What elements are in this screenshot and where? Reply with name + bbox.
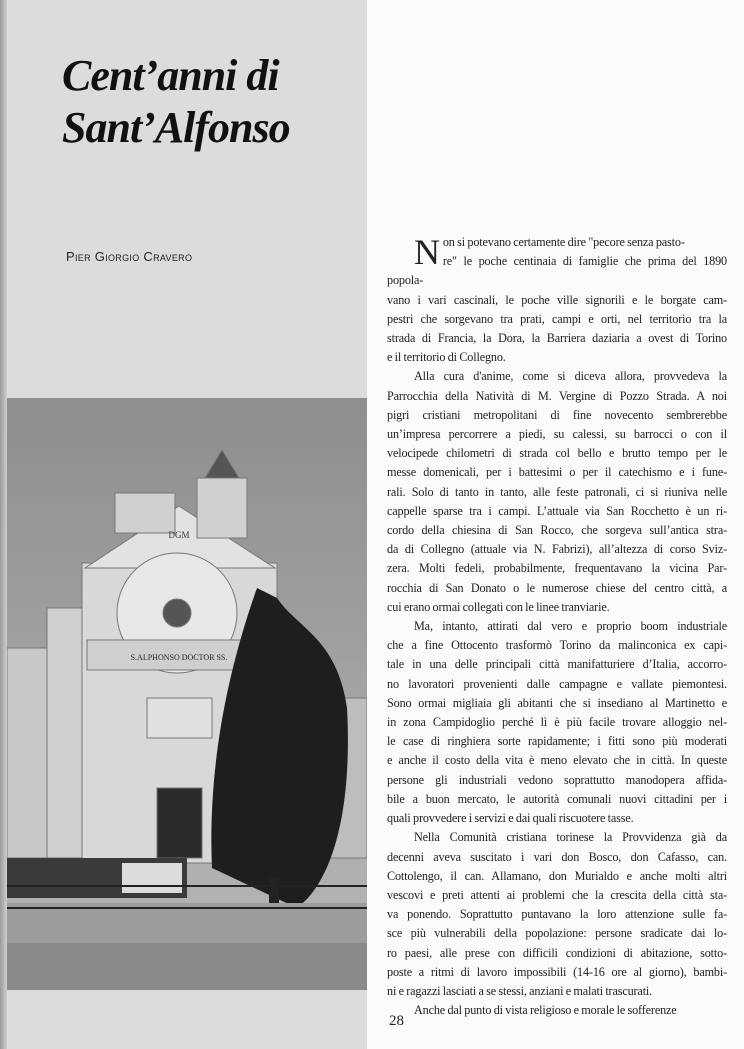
paragraph (387, 367, 727, 617)
paragraph (387, 1001, 727, 1020)
text-line: va ponendo. Soprattutto puntavano la loro attenzione sulle fa- (387, 907, 727, 922)
text-line: cappelle sparse tra i campi. L’attuale via San Rocchetto è un ri- (387, 503, 727, 518)
text-line: tale in una delle principali città manifatturiere d’Italia, accorro- (387, 657, 727, 672)
paragraph (387, 828, 727, 1001)
parked-cars (7, 858, 187, 898)
pediment-sign: DGM (168, 530, 190, 540)
text-line: Nella Comunità cristiana torinese la Provvidenza già da (414, 830, 727, 845)
title-line-1: Cent’anni di (62, 51, 279, 100)
text-line: decenni aveva suscitato i vari don Bosco, don Cafasso, can. (387, 849, 727, 864)
text-line: Alla cura d'anime, come si diceva allora, provvedeva la (414, 369, 727, 384)
text-line: cui erano ormai collegati con le linee tranviarie. (387, 599, 610, 614)
article-title (62, 50, 290, 154)
text-line: le case di ringhiera sorte rapidamente; i fitti sono più moderati (387, 734, 727, 749)
text-line: persone gli industriali vedono soprattutto manodopera affida- (387, 772, 727, 787)
text-line: poste a ritmi di lavoro impossibili (14-16 ore al giorno), bambi- (387, 964, 727, 979)
paragraph (387, 617, 727, 828)
title-line-2: Sant’Alfonso (62, 103, 290, 152)
church-photo (7, 398, 367, 990)
text-line: Anche dal punto di vista religioso e morale le sofferenze (414, 1003, 677, 1018)
page-binding-edge (0, 0, 7, 1049)
text-line: ro paesi, alle prese con difficili condizioni di abitazione, sotto- (387, 945, 727, 960)
text-line: strada di Francia, la Dora, la Barriera daziaria a ovest di Torino (387, 331, 727, 346)
text-line-content: on si potevano certamente dire "pecore senza pasto- (442, 235, 685, 249)
text-line: messe domenicali, per i battesimi o per il catechismo e i fune- (387, 465, 727, 480)
text-line: sce più vulnerabili della popolazione: persone sradicate dai lo- (387, 926, 727, 941)
paragraph (387, 233, 727, 367)
text-line: e anche il costo della vita è meno elevato che in città. In queste (387, 753, 727, 768)
text-line: in zona Campidoglio perché lì è più facile trovare alloggio nel- (387, 715, 727, 730)
frieze-sign: S.ALPHONSO DOCTOR SS. (130, 653, 228, 662)
text-line: quali provvedere i servizi e dai quali riscuotere tasse. (387, 811, 634, 826)
text-line: no lavoratori provenienti dalle campagne e vallate piemontesi. (387, 676, 727, 691)
article-body (387, 233, 727, 1020)
text-line: bile a buon mercato, le autorità comunali nuovi cittadini per i (387, 791, 727, 806)
text-line: Sono ormai migliaia gli abitanti che si insediano al Martinetto e (387, 695, 727, 710)
text-line: che a fine Ottocento trasformò Torino da malinconica ex capi- (387, 638, 727, 653)
text-line: zera. Molti fedeli, probabilmente, frequentavano la vicina Par- (387, 561, 727, 576)
text-line: Ma, intanto, attirati dal vero e proprio boom industriale (414, 619, 727, 634)
text-line: velocipede chilometri di strada col bello e brutto tempo per le (387, 446, 727, 461)
text-line: rocchia di San Donato o le numerose chiese del centro città, a (387, 580, 727, 595)
text-line: ni e ragazzi lasciati a se stessi, anziani e malati trascurati. (387, 983, 653, 998)
text-line: Parrocchia della Natività di M. Vergine di Pozzo Strada. A noi (387, 388, 727, 403)
text-line: cordo della chiesina di San Rocco, che sorgeva sull’antica stra- (387, 523, 727, 538)
drop-cap: N (414, 232, 440, 272)
page-number: 28 (389, 1013, 404, 1029)
text-line: pestri che sorgevano tra prati, campi e orti, nel territorio tra la (387, 311, 727, 326)
author-byline: Pier Giorgio Cravero (66, 249, 193, 264)
text-line: re" le poche centinaia di famiglie che prima del 1890 popola- (387, 254, 727, 288)
text-line: rali. Solo di tanto in tanto, alle feste patronali, ci si riuniva nelle (387, 484, 727, 499)
text-line: un’impresa percorrere a piedi, su calessi, su barrocci o con il (387, 427, 727, 442)
text-line: vano i vari cascinali, le poche ville signorili e le borgate cam- (387, 292, 727, 307)
text-line: vescovi e preti attenti ai problemi che la crescita della città sta- (387, 887, 727, 902)
text-line: pigri cristiani metropolitani di fine novecento sembrerebbe (387, 407, 727, 422)
text-line: Cottolengo, il can. Allamano, don Murialdo e anche molti altri (387, 868, 727, 883)
text-line: da di Collegno (attuale via N. Fabrizi), all’altezza di corso Sviz- (387, 542, 727, 557)
text-line: e il territorio di Collegno. (387, 350, 506, 365)
street (7, 943, 367, 990)
